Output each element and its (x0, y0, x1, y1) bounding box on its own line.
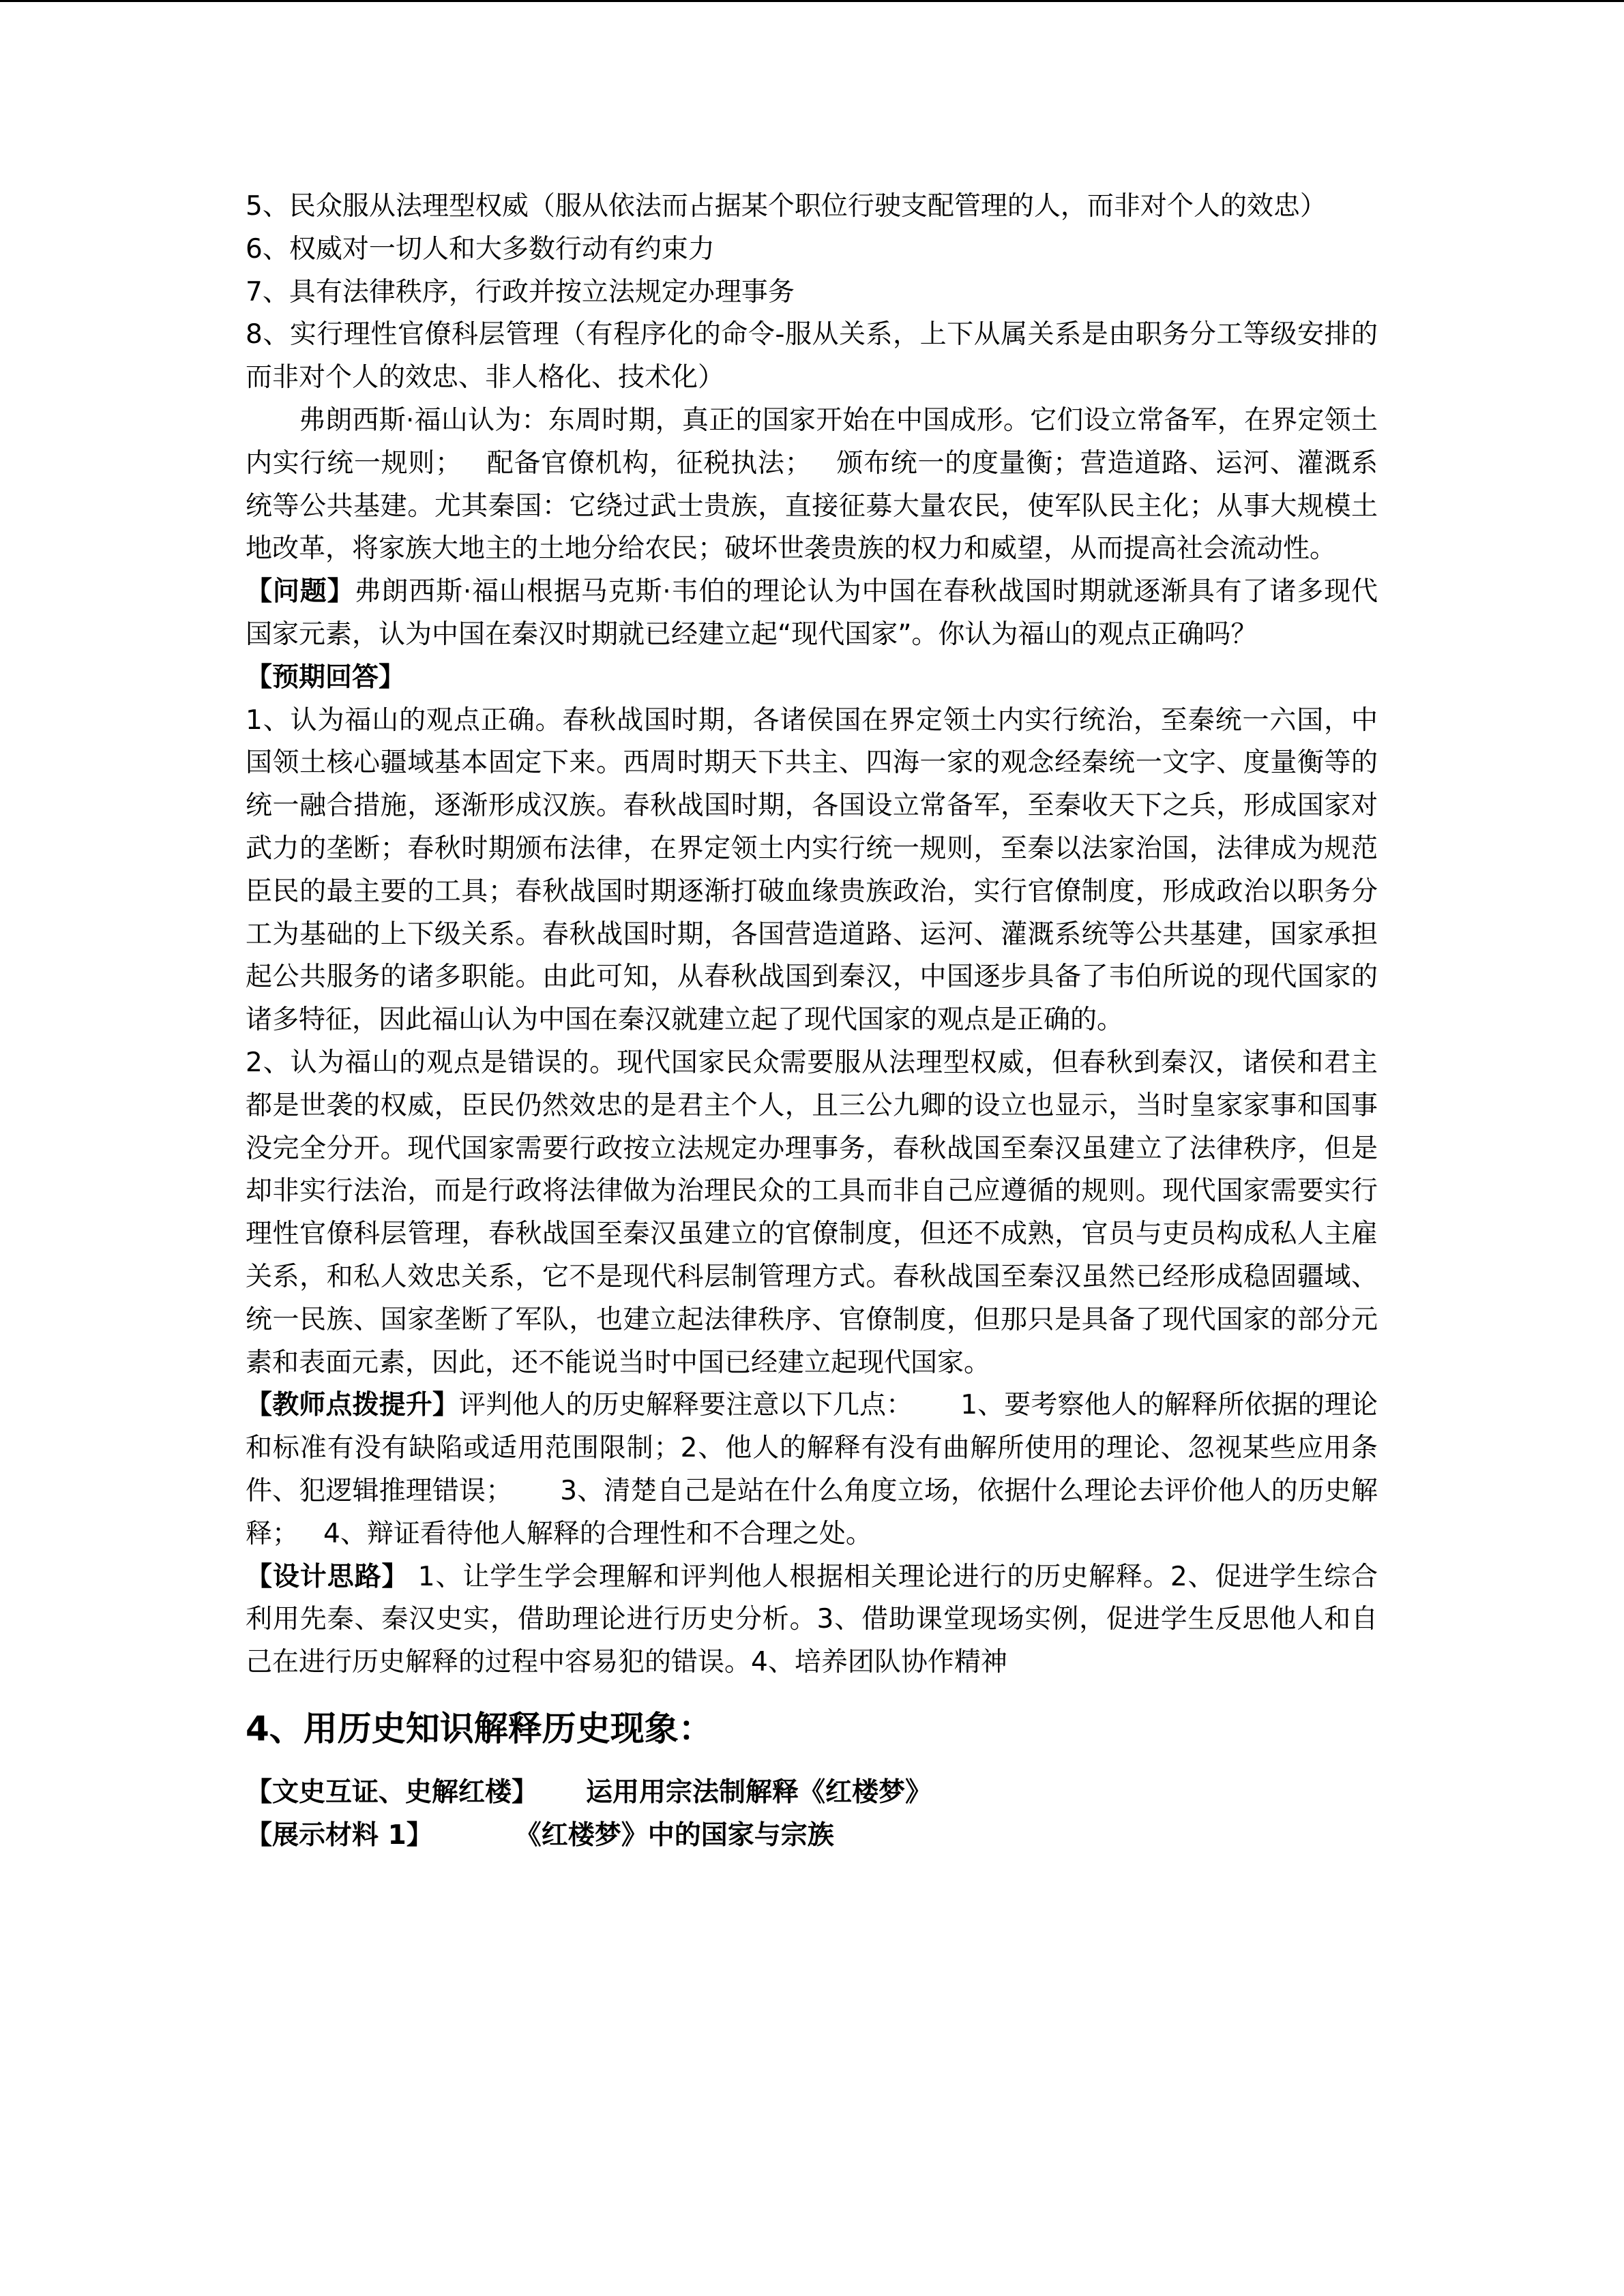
teacher-guidance-intro: 评判他人的历史解释要注意以下几点： (459, 1390, 913, 1421)
fukuyama-text-3: 颁布统一的度量衡；营造道路、运河、灌溉系统等公共基建。尤其秦国：它绕过武士贵族，直接征募大量农民，使军队民主化；从事大规模土地改革，将家族大地主的土地分给农民；破坏世袭贵族的权力和威望，从而提高社会流动性。 (246, 447, 1378, 565)
teacher-guidance-point-1-2: 1、要考察他人的解释所依据的理论和标准有没有缺陷或适用范围限制；2、他人的解释有没有曲解所使用的理论、忽视某些应用条件、犯逻辑推理错误； (246, 1390, 1378, 1506)
list-item-8: 8、实行理性官僚科层管理（有程序化的命令-服从关系，上下从属关系是由职务分工等级安排的而非对个人的效忠、非人格化、技术化） (246, 319, 1378, 393)
material-line (246, 1815, 1378, 1858)
teacher-guidance-paragraph (246, 1384, 1378, 1555)
material-title: 《红楼梦》中的国家与宗族 (514, 1819, 834, 1851)
teacher-guidance-point-4: 4、辩证看待他人解释的合理性和不合理之处。 (323, 1518, 872, 1549)
section-heading: 4、用历史知识解释历史现象： (246, 1708, 713, 1748)
wenshi-label: 【文史互证、史解红楼】 (246, 1776, 539, 1808)
question-text: 弗朗西斯·福山根据马克斯·韦伯的理论认为中国在春秋战国时期就逐渐具有了诸多现代国家元素，认为中国在秦汉时期就已经建立起“现代国家”。你认为福山的观点正确吗？ (246, 576, 1378, 650)
list-item-5: 5、民众服从法理型权威（服从依法而占据某个职位行驶支配管理的人，而非对个人的效忠） (246, 191, 1327, 222)
material-label: 【展示材料 1】 (246, 1819, 433, 1851)
document-body (246, 185, 1378, 1857)
wenshi-text: 运用用宗法制解释《红楼梦》 (586, 1776, 932, 1808)
question-paragraph (246, 571, 1378, 657)
design-text: 1、让学生学会理解和评判他人根据相关理论进行的历史解释。2、促进学生综合利用先秦、秦汉史实，借助理论进行历史分析。3、借助课堂现场实例，促进学生反思他人和自己在进行历史解释的过程中容易犯的错误。4、培养团队协作精神 (246, 1561, 1378, 1678)
fukuyama-text-1: 弗朗西斯·福山认为：东周时期，真正的国家开始在中国成形。它们设立常备军，在界定领土内实行统一规则； (246, 404, 1378, 479)
expected-answer-label: 【预期回答】 (246, 661, 406, 693)
fukuyama-text-2: 配备官僚机构，征税执法； (486, 447, 812, 479)
wenshi-line (246, 1772, 1378, 1815)
list-item-6: 6、权威对一切人和大多数行动有约束力 (246, 233, 715, 265)
page-top-border (0, 0, 1624, 2)
teacher-guidance-point-3: 3、清楚自己是站在什么角度立场，依据什么理论去评价他人的历史解释； (246, 1475, 1378, 1549)
design-label: 【设计思路】 (246, 1561, 409, 1592)
teacher-guidance-label: 【教师点拨提升】 (246, 1390, 460, 1421)
expected-answer-2: 2、认为福山的观点是错误的。现代国家民众需要服从法理型权威，但春秋到秦汉，诸侯和君主都是世袭的权威，臣民仍然效忠的是君主个人，且三公九卿的设立也显示，当时皇家家事和国事没完全分开。现代国家需要行政按立法规定办理事务，春秋战国至秦汉虽建立了法律秩序，但是却非实行法治，而是行政将法律做为治理民众的工具而非自己应遵循的规则。现代国家需要实行理性官僚科层管理，春秋战国至秦汉虽建立的官僚制度，但还不成熟，官员与吏员构成私人主雇关系，和私人效忠关系，它不是现代科层制管理方式。春秋战国至秦汉虽然已经形成稳固疆域、统一民族、国家垄断了军队，也建立起法律秩序、官僚制度，但那只是具备了现代国家的部分元素和表面元素，因此，还不能说当时中国已经建立起现代国家。 (246, 1047, 1378, 1378)
fukuyama-paragraph (246, 400, 1378, 571)
expected-answer-1: 1、认为福山的观点正确。春秋战国时期，各诸侯国在界定领土内实行统治，至秦统一六国，中国领土核心疆域基本固定下来。西周时期天下共主、四海一家的观念经秦统一文字、度量衡等的统一融合措施，逐渐形成汉族。春秋战国时期，各国设立常备军，至秦收天下之兵，形成国家对武力的垄断；春秋时期颁布法律，在界定领土内实行统一规则，至秦以法家治国，法律成为规范臣民的最主要的工具；春秋战国时期逐渐打破血缘贵族政治，实行官僚制度，形成政治以职务分工为基础的上下级关系。春秋战国时期，各国营造道路、运河、灌溉系统等公共基建，国家承担起公共服务的诸多职能。由此可知，从春秋战国到秦汉，中国逐步具备了韦伯所说的现代国家的诸多特征，因此福山认为中国在秦汉就建立起了现代国家的观点是正确的。 (246, 704, 1378, 1036)
design-paragraph (246, 1556, 1378, 1684)
list-item-7: 7、具有法律秩序，行政并按立法规定办理事务 (246, 276, 795, 308)
question-label: 【问题】 (246, 576, 355, 608)
